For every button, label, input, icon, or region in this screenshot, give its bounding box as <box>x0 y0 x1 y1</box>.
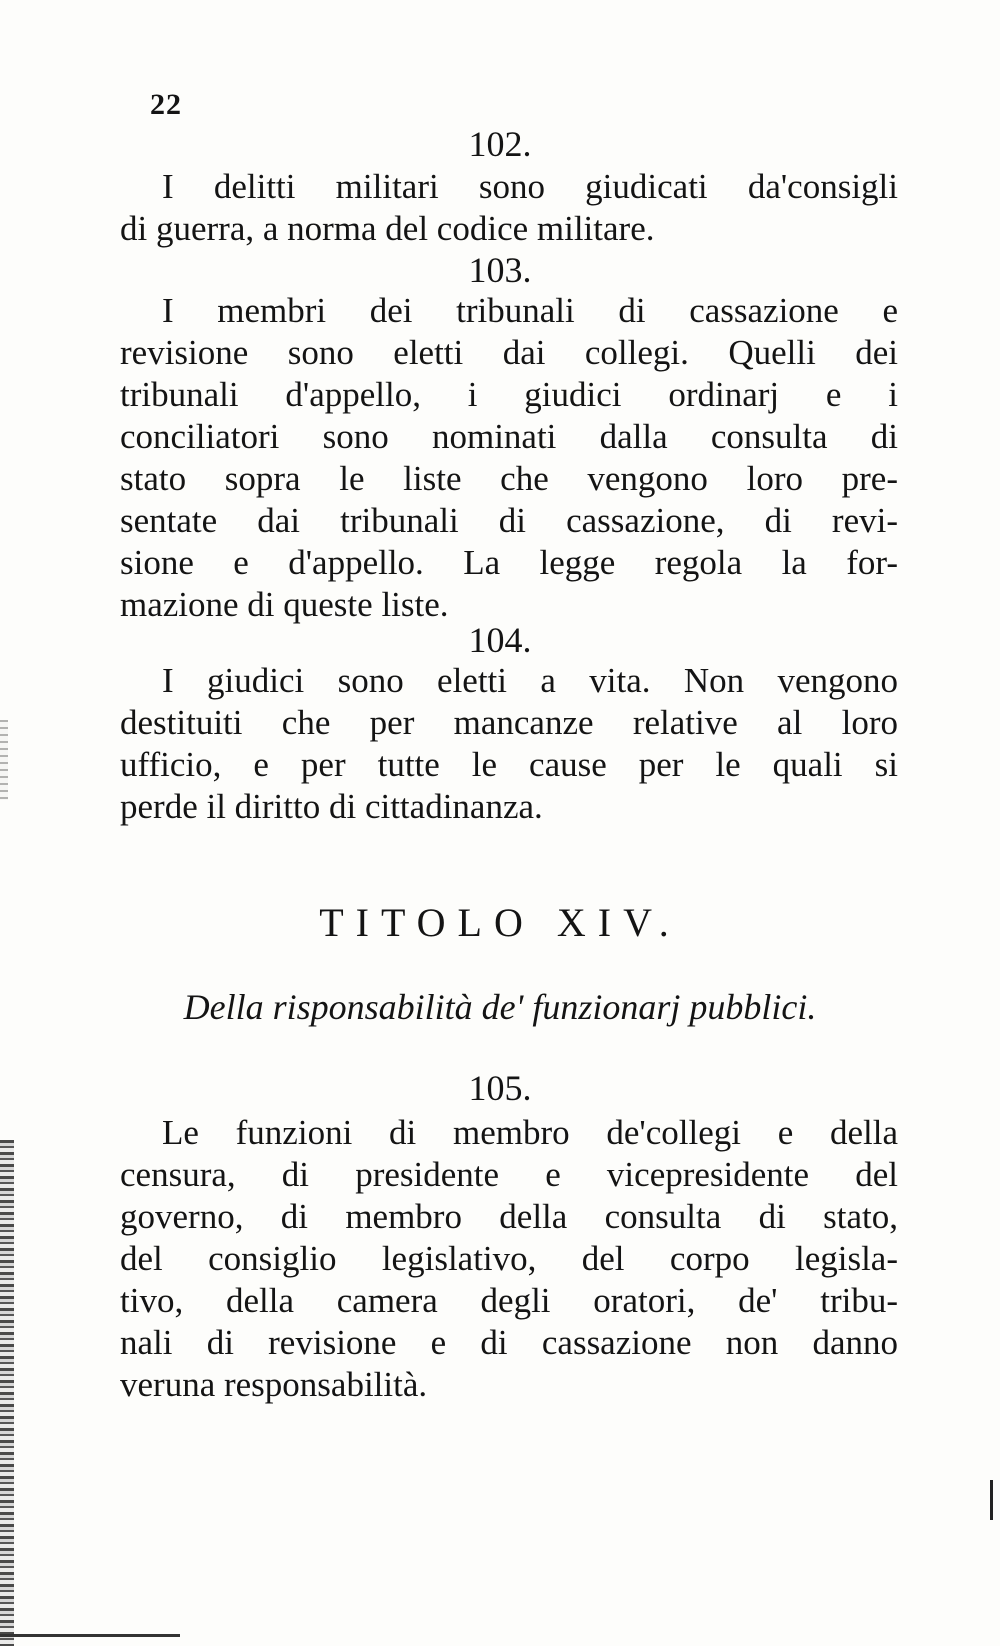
article-number-104: 104. <box>468 620 532 660</box>
text-line: ufficio, e per tutte le cause per le quali si <box>120 745 898 784</box>
text-line: tribunali d'appello, i giudici ordinarj e i <box>120 375 898 414</box>
text-line: I giudici sono eletti a vita. Non vengono <box>162 661 898 700</box>
text-line: stato sopra le liste che vengono loro pre- <box>120 459 898 498</box>
bottom-rule <box>0 1634 180 1637</box>
binding-edge <box>0 1140 14 1646</box>
binding-edge-shadow <box>0 720 8 800</box>
text-line: di guerra, a norma del codice militare. <box>120 209 655 248</box>
article-number-105: 105. <box>468 1068 532 1108</box>
text-line: sentate dai tribunali di cassazione, di revi- <box>120 501 898 540</box>
page-number: 22 <box>150 88 182 121</box>
article-number-102: 102. <box>468 124 532 164</box>
article-105-text <box>120 1112 898 1406</box>
margin-mark <box>990 1480 993 1520</box>
text-line: conciliatori sono nominati dalla consulta di <box>120 417 898 456</box>
section-title: TITOLO XIV. <box>319 900 681 945</box>
text-line: censura, di presidente e vicepresidente del <box>120 1155 898 1194</box>
section-subtitle: Della risponsabilità de' funzionarj pubblici. <box>183 987 817 1027</box>
text-line: del consiglio legislativo, del corpo legisla- <box>120 1239 898 1278</box>
article-104-text <box>120 660 898 828</box>
article-103-text <box>120 290 898 626</box>
text-line: I membri dei tribunali di cassazione e <box>162 291 898 330</box>
article-102-text <box>120 166 898 250</box>
text-line: revisione sono eletti dai collegi. Quelli dei <box>120 333 898 372</box>
text-line: destituiti che per mancanze relative al loro <box>120 703 898 742</box>
text-line: sione e d'appello. La legge regola la for- <box>120 543 898 582</box>
text-line: I delitti militari sono giudicati da'consigli <box>162 167 898 206</box>
text-line: perde il diritto di cittadinanza. <box>120 787 543 826</box>
text-line: veruna responsabilità. <box>120 1365 428 1404</box>
text-line: mazione di queste liste. <box>120 585 449 624</box>
text-line: Le funzioni di membro de'collegi e della <box>162 1113 898 1152</box>
text-line: governo, di membro della consulta di stato, <box>120 1197 898 1236</box>
text-line: tivo, della camera degli oratori, de' tribu- <box>120 1281 898 1320</box>
article-number-103: 103. <box>468 250 532 290</box>
text-line: nali di revisione e di cassazione non danno <box>120 1323 898 1362</box>
